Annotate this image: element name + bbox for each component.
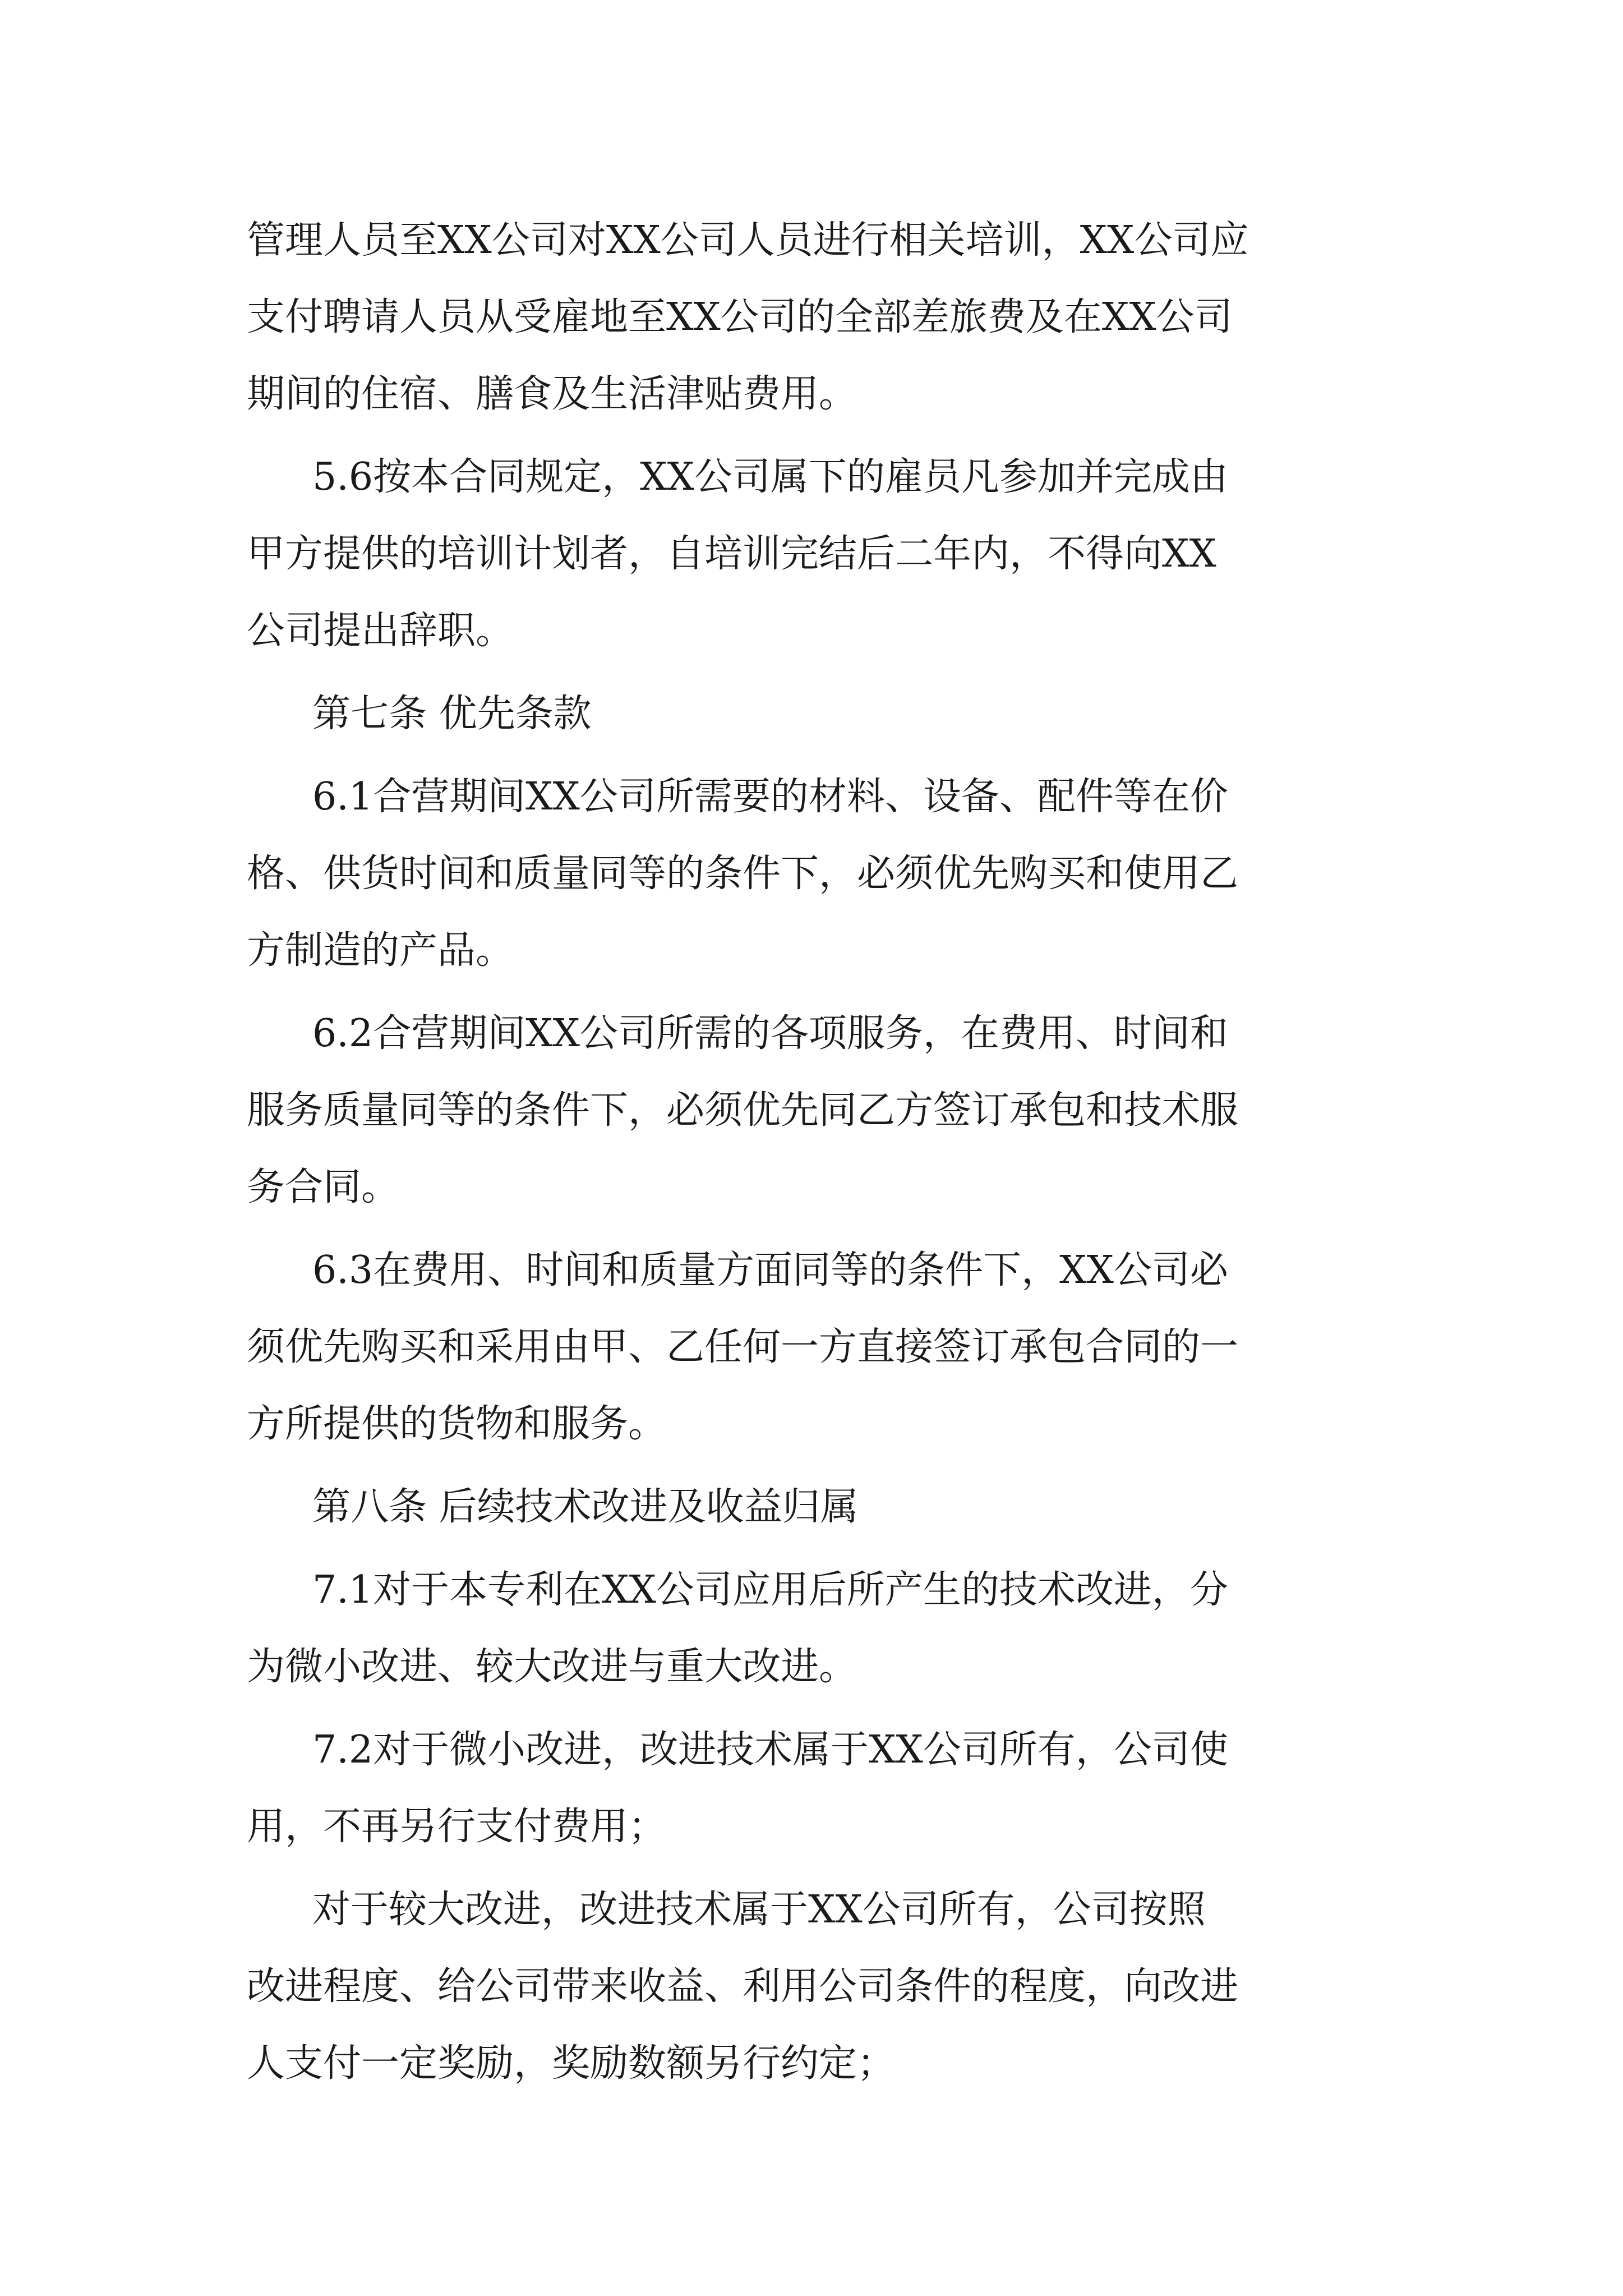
text-line: 方所提供的货物和服务。	[247, 1402, 667, 1446]
text-line: 改进程度、给公司带来收益、利用公司条件的程度，向改进	[247, 1964, 1239, 2009]
text-line: 5.6按本合同规定，XX公司属下的雇员凡参加并完成由	[312, 455, 1228, 499]
heading-text: 第八条 后续技术改进及收益归属	[312, 1485, 859, 1529]
text-line: 服务质量同等的条件下，必须优先同乙方签订承包和技术服	[247, 1088, 1239, 1133]
text-line: 方制造的产品。	[247, 928, 514, 973]
text-line: 7.1对于本专利在XX公司应用后所产生的技术改进，分	[312, 1568, 1228, 1612]
text-line: 格、供货时间和质量同等的条件下，必须优先购买和使用乙	[247, 852, 1239, 896]
heading-text: 第七条 优先条款	[312, 692, 592, 736]
section-heading-7	[247, 675, 1380, 752]
text-line: 6.2合营期间XX公司所需的各项服务，在费用、时间和	[312, 1011, 1228, 1056]
text-line: 7.2对于微小改进，改进技术属于XX公司所有，公司使	[312, 1728, 1228, 1772]
text-line: 公司提出辞职。	[247, 609, 514, 653]
paragraph-6-3	[247, 1232, 1380, 1462]
paragraph-7-2	[247, 1711, 1380, 1865]
paragraph-6-2	[247, 995, 1380, 1226]
text-line: 对于较大改进，改进技术属于XX公司所有，公司按照	[312, 1888, 1206, 1932]
paragraph-training-costs	[247, 202, 1380, 432]
text-line: 支付聘请人员从受雇地至XX公司的全部差旅费及在XX公司	[247, 295, 1233, 339]
text-line: 期间的住宿、膳食及生活津贴费用。	[247, 372, 857, 416]
text-line: 管理人员至XX公司对XX公司人员进行相关培训，XX公司应	[247, 218, 1249, 263]
section-heading-8	[247, 1469, 1380, 1545]
text-line: 须优先购买和采用由甲、乙任何一方直接签订承包合同的一	[247, 1325, 1239, 1369]
text-line: 6.3在费用、时间和质量方面同等的条件下，XX公司必	[312, 1248, 1228, 1292]
text-line: 人支付一定奖励，奖励数额另行约定；	[247, 2041, 896, 2086]
paragraph-7-1	[247, 1552, 1380, 1705]
text-line: 务合同。	[247, 1165, 400, 1209]
text-line: 6.1合营期间XX公司所需要的材料、设备、配件等在价	[312, 775, 1228, 819]
document-page	[247, 202, 1380, 2102]
text-line: 用，不再另行支付费用；	[247, 1805, 667, 1849]
paragraph-5-6	[247, 439, 1380, 669]
text-line: 为微小改进、较大改进与重大改进。	[247, 1645, 857, 1689]
text-line: 甲方提供的培训计划者，自培训完结后二年内，不得向XX	[247, 532, 1216, 576]
paragraph-major-improvement	[247, 1871, 1380, 2102]
paragraph-6-1	[247, 758, 1380, 989]
